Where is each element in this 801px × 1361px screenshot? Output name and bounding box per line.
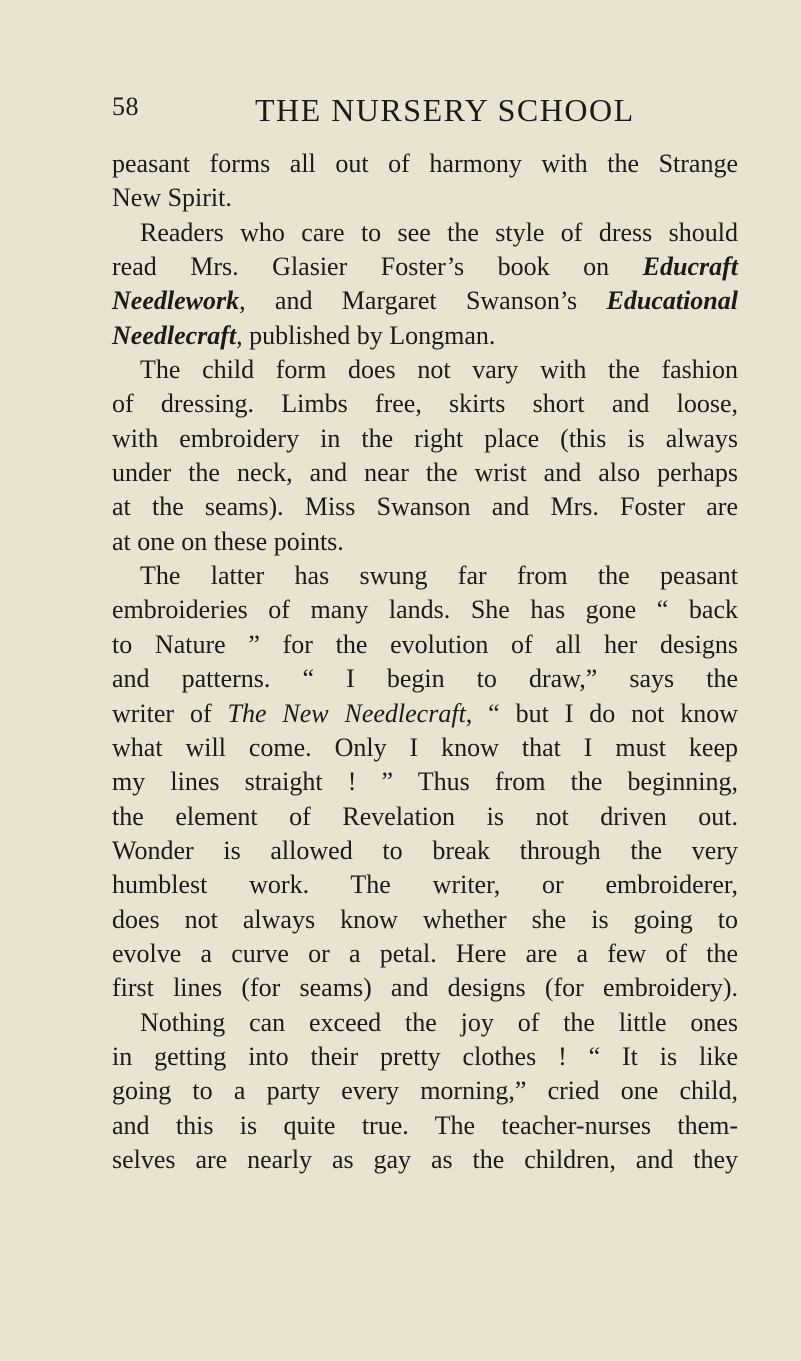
text-line: The latter has swung far from the peasant [140, 561, 738, 591]
text-line: peasant forms all out of harmony with the Strange [112, 149, 738, 178]
text-line: my lines straight ! ” Thus from the beginning, [112, 767, 738, 797]
text-line: going to a party every morning,” cried one child, [112, 1076, 738, 1106]
text-line: Needlework, and Margaret Swanson’s Educational [112, 286, 738, 316]
paragraph-5 [112, 1006, 738, 1178]
text-line: Readers who care to see the style of dress should [140, 217, 738, 247]
paragraph-1 [112, 147, 738, 216]
text-line: with embroidery in the right place (this is always [112, 423, 738, 453]
text-line: and patterns. “ I begin to draw,” says the [112, 664, 738, 694]
page-number: 58 [112, 92, 139, 121]
book-title: The New Needlecraft [227, 698, 466, 728]
text-line: Needlecraft, published by Longman. [112, 320, 496, 350]
paragraph-4 [112, 559, 738, 1005]
text-line: The child form does not vary with the fashion [140, 355, 738, 385]
text-line: New Spirit. [112, 183, 232, 213]
text-line: the element of Revelation is not driven out. [112, 801, 738, 831]
text-line: evolve a curve or a petal. Here are a few of the [112, 938, 738, 968]
text-line: and this is quite true. The teacher-nurses them- [112, 1110, 738, 1140]
text-line: humblest work. The writer, or embroiderer, [112, 870, 738, 900]
book-title: Educraft [642, 252, 738, 282]
text-line: does not always know whether she is going to [112, 904, 738, 934]
text-line: selves are nearly as gay as the children, and they [112, 1144, 738, 1174]
text-line: Nothing can exceed the joy of the little ones [140, 1007, 738, 1037]
text-line: to Nature ” for the evolution of all her designs [112, 629, 738, 659]
text-line: in getting into their pretty clothes ! “ It is like [112, 1041, 738, 1071]
paragraph-3 [112, 353, 738, 559]
page-header [112, 92, 712, 132]
text-line: at one on these points. [112, 526, 344, 556]
text-line: under the neck, and near the wrist and also perhaps [112, 458, 738, 488]
text-line: Wonder is allowed to break through the very [112, 835, 738, 865]
paragraph-2 [112, 216, 738, 353]
text-line: of dressing. Limbs free, skirts short and loose, [112, 389, 738, 419]
book-title: Needlework [112, 286, 240, 316]
text-line: writer of The New Needlecraft, “ but I do not know [112, 698, 739, 728]
text-line: first lines (for seams) and designs (for embroidery). [112, 973, 738, 1003]
text-line: read Mrs. Glasier Foster’s book on Educraft [112, 252, 738, 282]
running-head: THE NURSERY SCHOOL [255, 92, 635, 128]
text-line: embroideries of many lands. She has gone “ back [112, 595, 738, 625]
body-text [112, 147, 738, 1177]
book-title: Educational [606, 286, 738, 316]
book-title: Needlecraft [112, 320, 237, 350]
text-line: what will come. Only I know that I must keep [112, 732, 738, 762]
text-line: at the seams). Miss Swanson and Mrs. Foster are [112, 492, 738, 522]
